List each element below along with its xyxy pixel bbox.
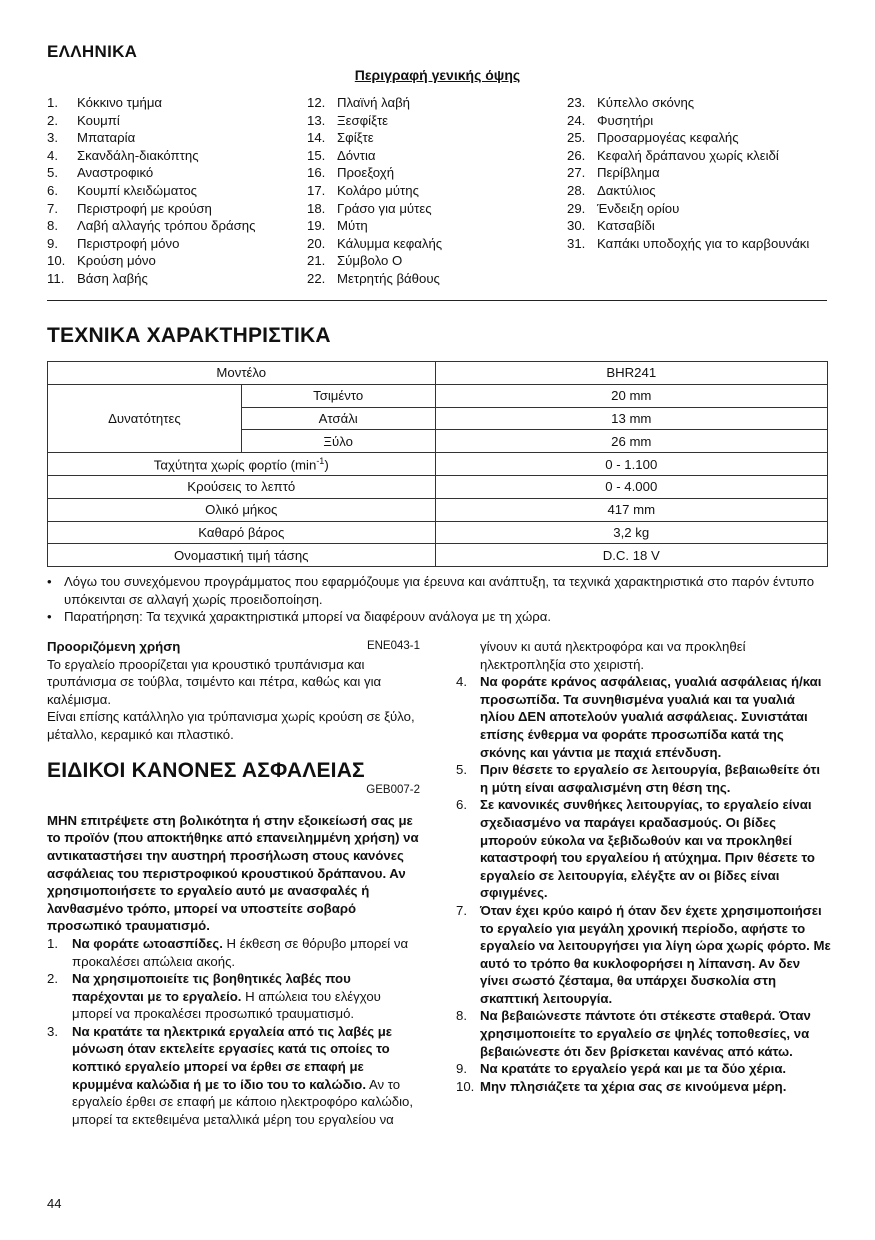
- spec-value: 0 - 1.100: [435, 453, 827, 476]
- spec-sublabel: Τσιμέντο: [241, 384, 435, 407]
- note-item: • Λόγω του συνεχόμενου προγράμματος που εφαρμόζουμε για έρευνα και ανάπτυξη, τα τεχνικά χαρακτηριστικά στο παρόν έντυπο υπόκεινται σε αλλαγή χωρίς προειδοποίηση.: [47, 574, 815, 607]
- safety-intro: ΜΗΝ επιτρέψετε στη βολικότητα ή στην εξοικείωσή σας με το προϊόν (που αποκτήθηκε από επανειλημμένη χρήση) να αντικαταστήσει την αυστηρή προσήλωση στους κανόνες ασφάλειας του περιστροφικού κρουστικού δράπανου. Αν χρησιμοποιήσετε το εργαλείο αυτό με ανασφαλές ή λανθασμένο τρόπο, μπορεί να υποστείτε σοβαρό προσωπικό τραυματισμό.: [47, 812, 419, 934]
- table-row: [48, 498, 828, 521]
- list-item: 5. Πριν θέσετε το εργαλείο σε λειτουργία, βεβαιωθείτε ότι η μύτη είναι ασφαλισμένη στη θέση της.: [456, 762, 820, 795]
- list-item: 25. Προσαρμογέας κεφαλής: [567, 130, 739, 146]
- specs-table: [47, 361, 828, 567]
- list-item: 14. Σφίξτε: [307, 130, 374, 146]
- bullet-icon: •: [47, 574, 52, 589]
- right-column: [456, 638, 831, 1095]
- language-heading: ΕΛΛΗΝΙΚΑ: [47, 42, 138, 61]
- left-column: [47, 638, 420, 1128]
- table-row: [48, 521, 828, 544]
- spec-label: Ταχύτητα χωρίς φορτίο $(\min^{-1})$: [48, 453, 436, 476]
- list-item: 29. Ένδειξη ορίου: [567, 200, 680, 216]
- intended-use-header: [47, 638, 420, 656]
- list-item: 8. Να βεβαιώνεστε πάντοτε ότι στέκεστε σταθερά. Όταν χρησιμοποιείτε το εργαλείο σε ψηλές τοποθεσίες, να βεβαιώνεστε ότι δεν βρίσκεται κανένας από κάτω.: [456, 1008, 811, 1059]
- intended-use-text: Το εργαλείο προορίζεται για κρουστικό τρυπάνισμα και τρυπάνισμα σε τούβλα, τσιμέντο και πέτρα, καθώς και για καλέμισμα.: [47, 656, 382, 707]
- overview-title: Περιγραφή γενικής όψης: [354, 67, 521, 83]
- list-item-continuation: γίνουν κι αυτά ηλεκτροφόρα και να προκληθεί ηλεκτροπληξία στο χειριστή.: [480, 639, 746, 672]
- spec-value: D.C. 18 V: [435, 544, 827, 567]
- list-item: 11. Βάση λαβής: [47, 270, 148, 286]
- list-item: 1. Κόκκινο τμήμα: [47, 95, 163, 110]
- list-item: 1. Να φοράτε ωτοασπίδες. Η έκθεση σε θόρυβο μπορεί να προκαλέσει απώλεια ακοής.: [47, 935, 409, 969]
- list-item: 10. Μην πλησιάζετε τα χέρια σας σε κινούμενα μέρη.: [456, 1078, 787, 1094]
- specs-title: ΤΕΧΝΙΚΑ ΧΑΡΑΚΤΗΡΙΣΤΙΚΑ: [47, 324, 331, 347]
- list-item: 28. Δακτύλιος: [567, 182, 656, 198]
- list-item: 8. Λαβή αλλαγής τρόπου δράσης: [47, 218, 256, 234]
- spec-sublabel: Ξύλο: [241, 430, 435, 453]
- list-item: 2. Να χρησιμοποιείτε τις βοηθητικές λαβές που παρέχονται με το εργαλείο. Η απώλεια του ελέγχου μπορεί να προκαλέσει προσωπικό τραυματισμό.: [47, 971, 381, 1022]
- list-item: 15. Δόντια: [307, 147, 376, 163]
- list-item: 3. Να κρατάτε τα ηλεκτρικά εργαλεία από τις λαβές με μόνωση όταν εκτελείτε εργασίες κατά τις οποίες το κοπτικό εργαλείο μπορεί να έρθει σε επαφή με κρυμμένα καλώδια ή με το ίδιο του το καλώδιο. Αν το εργαλείο έρθει σε επαφή με κάποιο ηλεκτροφόρο καλώδιο, μπορεί τα εκτεθειμένα μεταλλικά μέρη του εργαλείου να: [47, 1023, 414, 1127]
- table-row: [48, 475, 828, 498]
- list-item: 30. Κατσαβίδι: [567, 218, 655, 234]
- overview-column-2: [307, 94, 563, 288]
- list-item: 3. Μπαταρία: [47, 130, 136, 146]
- table-row: [48, 384, 828, 407]
- spec-label: Δυνατότητες: [48, 384, 242, 452]
- spec-value: 13 mm: [435, 407, 827, 430]
- spec-label: Κρούσεις το λεπτό: [48, 475, 436, 498]
- spec-value: 0 - 4.000: [435, 475, 827, 498]
- list-item: 26. Κεφαλή δράπανου χωρίς κλειδί: [567, 147, 779, 163]
- list-item: 20. Κάλυμμα κεφαλής: [307, 235, 443, 251]
- list-item: 19. Μύτη: [307, 218, 368, 234]
- spec-value: 3,2 kg: [435, 521, 827, 544]
- list-item: 13. Ξεσφίξτε: [307, 112, 389, 128]
- doc-code: ENE043-1: [366, 640, 420, 652]
- list-item: 4. Να φοράτε κράνος ασφάλειας, γυαλιά ασφάλειας ή/και προσωπίδα. Τα συνηθισμένα γυαλιά και τα γυαλιά ηλίου ΔΕΝ αποτελούν γυαλιά ασφάλειας. Συνιστάται επίσης ένθερμα να φοράτε προσωπίδα κατά της σκόνης και γάντια με παχιά επένδυση.: [456, 674, 822, 760]
- list-item: 7. Περιστροφή με κρούση: [47, 200, 212, 216]
- table-row: [48, 453, 828, 476]
- spec-notes: [47, 573, 837, 626]
- list-item: 31. Καπάκι υποδοχής για το καρβουνάκι: [567, 235, 810, 251]
- intended-use-text: Είναι επίσης κατάλληλο για τρύπανισμα χωρίς κρούση σε ξύλο, μέταλλο, κεραμικό και πλαστικό.: [47, 709, 415, 742]
- list-item: 24. Φυσητήρι: [567, 112, 654, 128]
- spec-label: Ονομαστική τιμή τάσης: [48, 544, 436, 567]
- list-item: 12. Πλαϊνή λαβή: [307, 95, 411, 110]
- spec-label: Καθαρό βάρος: [48, 521, 436, 544]
- overview-column-3: [567, 94, 827, 252]
- intended-use-title: Προοριζόμενη χρήση: [47, 639, 181, 654]
- spec-sublabel: Ατσάλι: [241, 407, 435, 430]
- spec-label: Μοντέλο: [48, 362, 436, 385]
- table-row: [48, 362, 828, 385]
- bullet-icon: •: [47, 609, 52, 624]
- list-item: 10. Κρούση μόνο: [47, 253, 156, 269]
- list-item: 6. Σε κανονικές συνθήκες λειτουργίας, το εργαλείο είναι σχεδιασμένο να παράγει κραδασμούς. Οι βίδες μπορούν εύκολα να ξεβιδωθούν και να προκληθεί καταστροφή του εργαλείου ή ατύχημα. Πριν θέσετε το εργαλείο σε λειτουργία, ελέγξτε αν οι βίδες είναι σφιγμένες.: [456, 797, 815, 901]
- list-item: 27. Περίβλημα: [567, 165, 660, 181]
- spec-value: 417 mm: [435, 498, 827, 521]
- section-divider: [47, 300, 827, 301]
- list-item: 7. Όταν έχει κρύο καιρό ή όταν δεν έχετε χρησιμοποιήσει το εργαλείο για μεγάλη χρονική περίοδο, αφήστε το εργαλείο να λειτουργήσει για λίγη ώρα χωρίς φόρτο. Με αυτό το τρόπο θα κυκλοφορήσει η λίπανση. Αν δεν γίνει σωστό ζέσταμα, θα υπάρχει δυσκολία στη σκαπτική λειτουργία.: [456, 902, 831, 1006]
- list-item: 4. Σκανδάλη-διακόπτης: [47, 147, 199, 163]
- list-item: 17. Κολάρο μύτης: [307, 182, 419, 198]
- list-item: 5. Αναστροφικό: [47, 165, 154, 181]
- spec-value: BHR241: [435, 362, 827, 385]
- list-item: 18. Γράσο για μύτες: [307, 200, 432, 216]
- spec-value: 20 mm: [435, 384, 827, 407]
- doc-code: GEB007-2: [366, 784, 420, 797]
- list-item: 22. Μετρητής βάθους: [307, 270, 440, 286]
- list-item: 6. Κουμπί κλειδώματος: [47, 182, 198, 198]
- safety-title: ΕΙΔΙΚΟΙ ΚΑΝΟΝΕΣ ΑΣΦΑΛΕΙΑΣ: [47, 758, 365, 782]
- list-item: 21. Σύμβολο Ο: [307, 253, 403, 269]
- list-item: 9. Περιστροφή μόνο: [47, 235, 180, 251]
- list-item: 9. Να κρατάτε το εργαλείο γερά και με τα δύο χέρια.: [456, 1061, 787, 1077]
- list-item: 23. Κύπελλο σκόνης: [567, 95, 695, 110]
- list-item: 16. Προεξοχή: [307, 165, 395, 181]
- list-item: 2. Κουμπί: [47, 112, 120, 128]
- spec-value: 26 mm: [435, 430, 827, 453]
- spec-label: Ολικό μήκος: [48, 498, 436, 521]
- page-number: 44: [47, 1196, 62, 1211]
- note-item: • Παρατήρηση: Τα τεχνικά χαρακτηριστικά μπορεί να διαφέρουν ανάλογα με τη χώρα.: [47, 609, 552, 624]
- overview-column-1: [47, 94, 307, 288]
- table-row: [48, 544, 828, 567]
